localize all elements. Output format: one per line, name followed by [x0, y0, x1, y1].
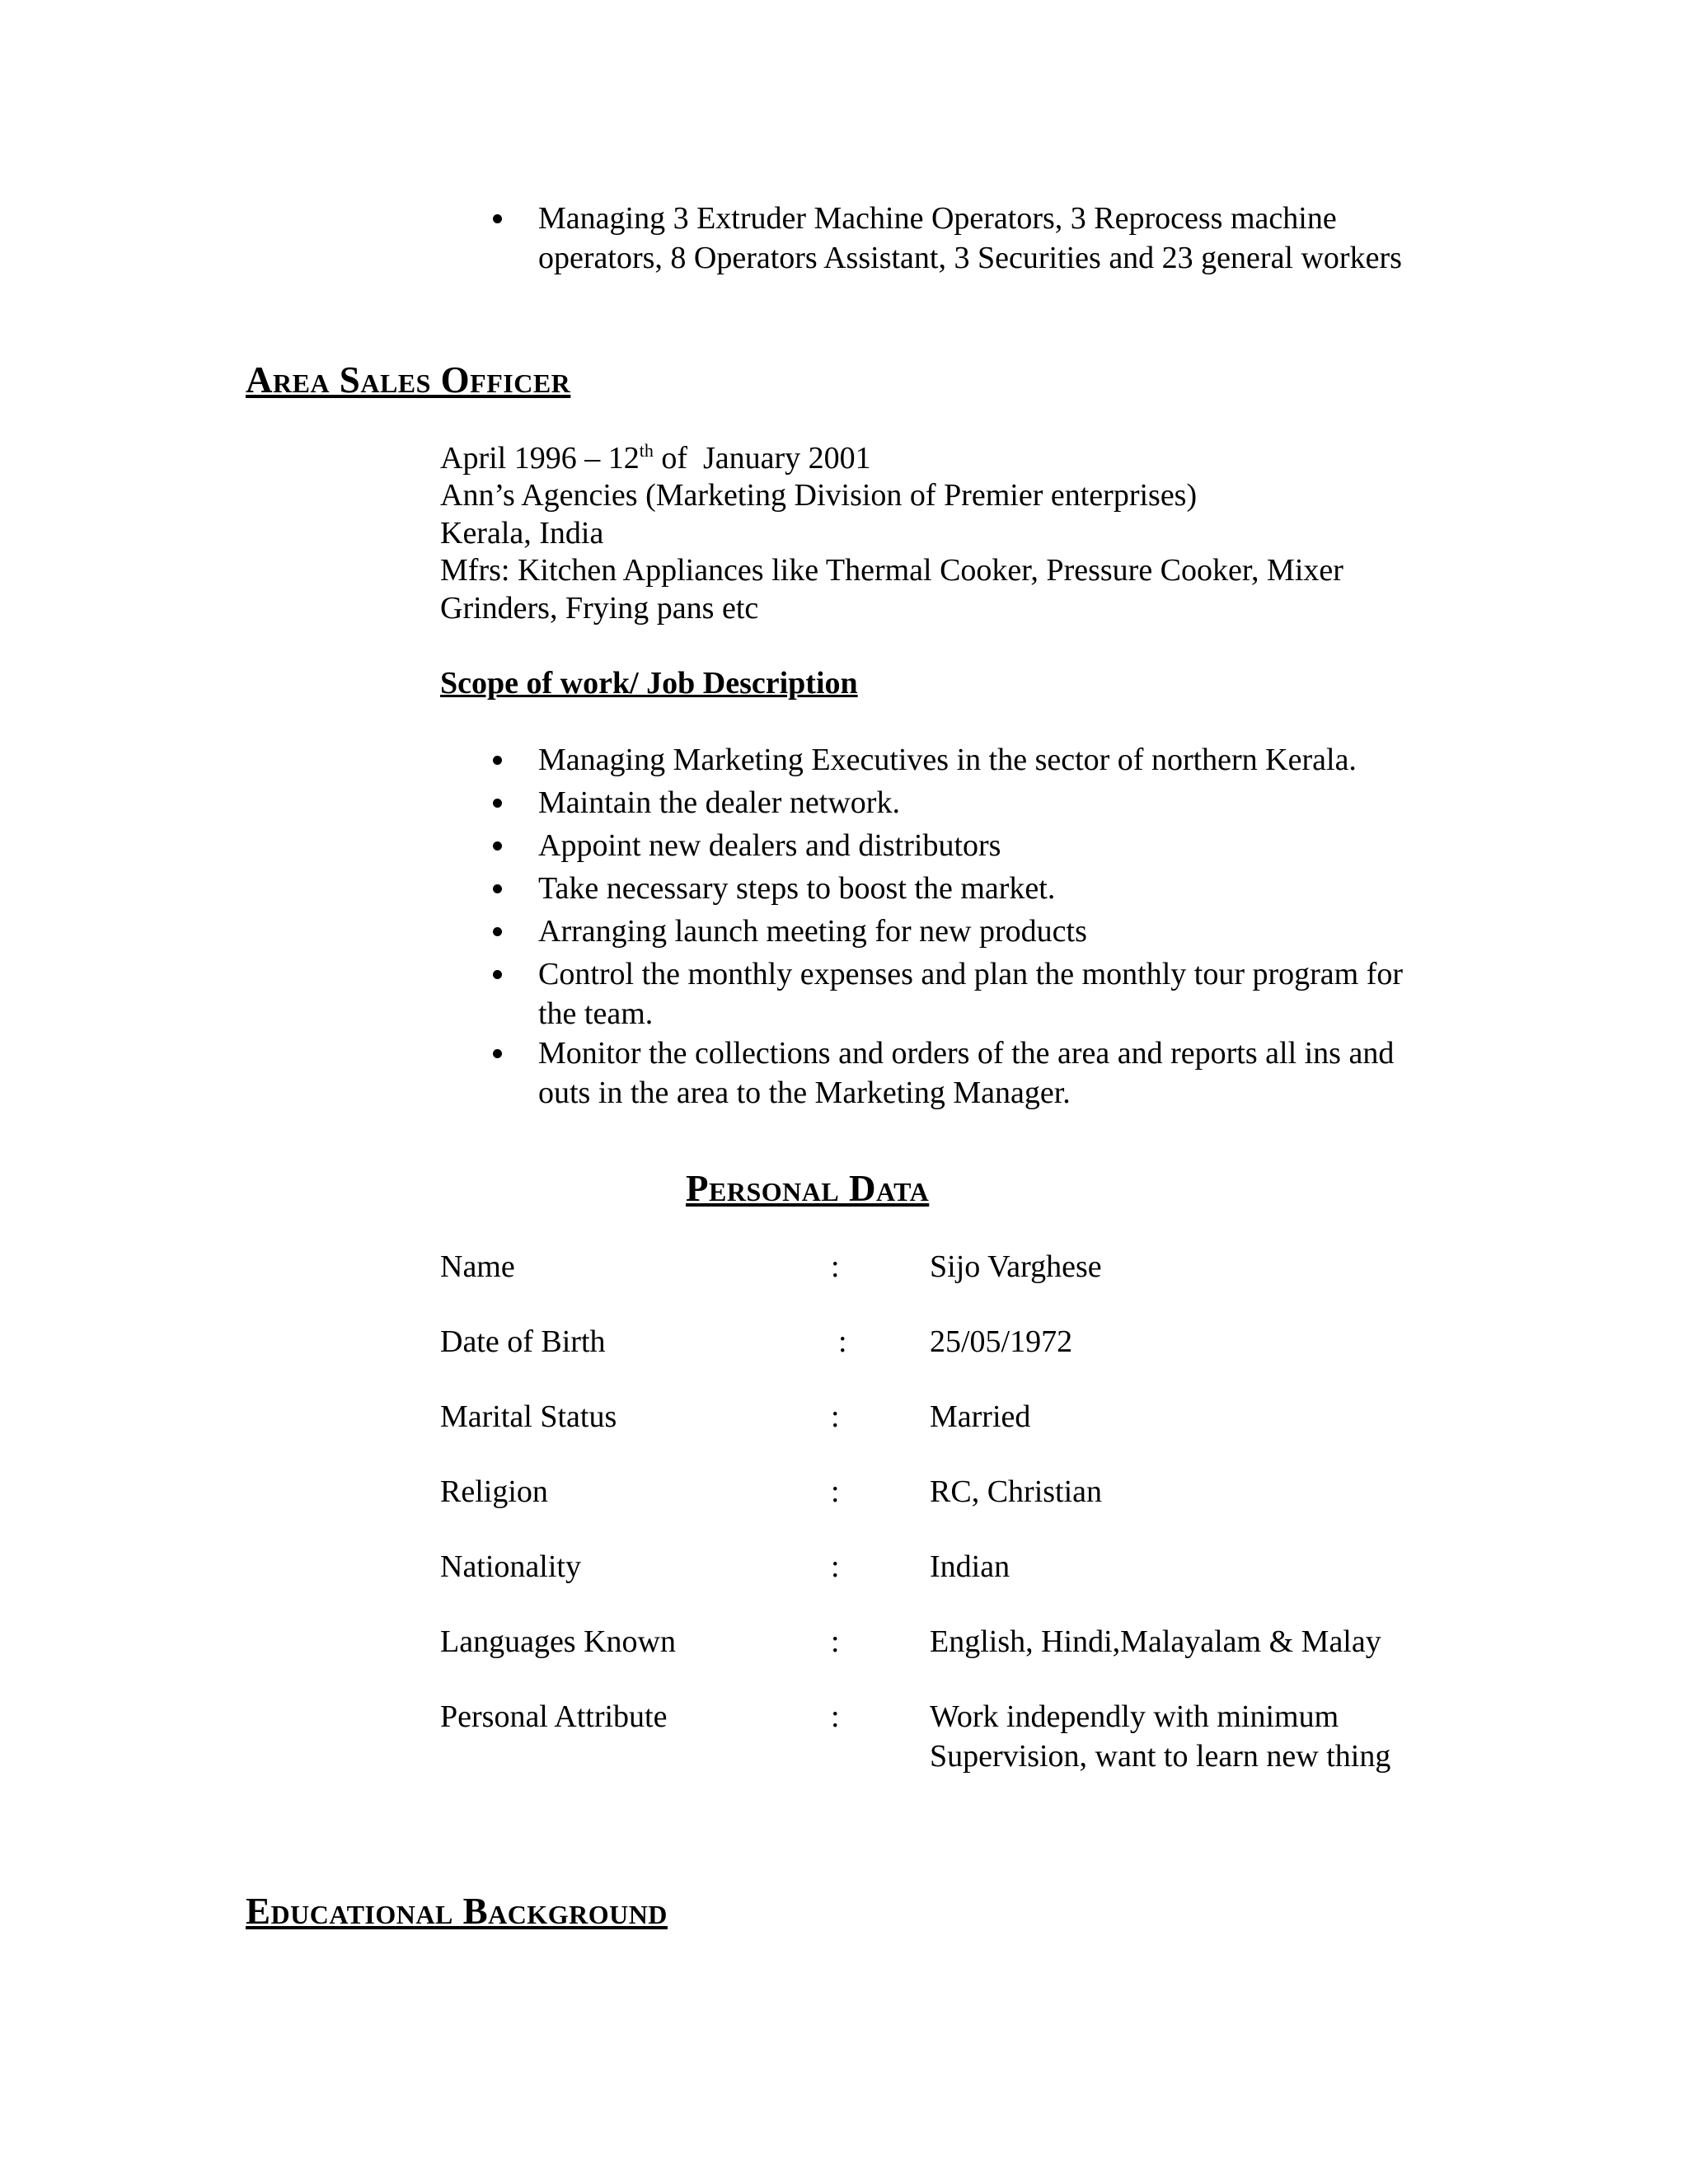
row-value: Married	[930, 1399, 1031, 1434]
bullet-text: Monitor the collections and orders of the area and reports all ins and outs in the area to the Marketing Manager.	[538, 1036, 1395, 1110]
row-value: English, Hindi,Malayalam & Malay	[930, 1624, 1381, 1659]
row-value: Indian	[930, 1549, 1010, 1584]
list-item	[538, 869, 1412, 908]
bullet-text: Appoint new dealers and distributors	[538, 828, 1001, 863]
row-value: Sijo Varghese	[930, 1249, 1102, 1284]
row-label: Date of Birth	[440, 1324, 606, 1359]
row-label: Religion	[440, 1474, 548, 1509]
scope-of-work-heading: Scope of work/ Job Description	[440, 666, 858, 701]
row-colon: :	[831, 1549, 840, 1584]
bullet-text: Arranging launch meeting for new products	[538, 914, 1087, 949]
bullet-icon	[493, 214, 502, 223]
date-suffix: of January 2001	[653, 441, 871, 476]
list-item	[538, 912, 1412, 951]
bullet-text: Control the monthly expenses and plan the monthly tour program for the team.	[538, 957, 1404, 1031]
products-line-2: Grinders, Frying pans etc	[440, 591, 759, 626]
row-colon: :	[831, 1699, 840, 1734]
row-label: Marital Status	[440, 1399, 617, 1434]
bullet-icon	[493, 970, 502, 979]
list-item	[538, 740, 1412, 780]
bullet-icon	[493, 1049, 502, 1058]
row-colon: :	[838, 1324, 847, 1359]
bullet-text: Maintain the dealer network.	[538, 785, 900, 820]
bullet-icon	[493, 884, 502, 893]
bullet-icon	[493, 927, 502, 936]
employment-dates	[440, 438, 871, 478]
educational-background-heading: Educational Background	[246, 1891, 668, 1932]
list-item	[538, 1033, 1412, 1113]
top-bullet-list	[538, 199, 1412, 278]
list-item	[538, 783, 1412, 823]
list-item	[538, 826, 1412, 865]
bullet-text: Managing Marketing Executives in the sector of northern Kerala.	[538, 743, 1357, 777]
list-item	[538, 199, 1412, 278]
row-value: 25/05/1972	[930, 1324, 1073, 1359]
row-colon: :	[831, 1249, 840, 1284]
row-label: Personal Attribute	[440, 1699, 668, 1734]
bullet-icon	[493, 841, 502, 851]
company-location: Kerala, India	[440, 516, 604, 551]
row-label: Languages Known	[440, 1624, 676, 1659]
bullet-icon	[493, 756, 502, 765]
date-ordinal-suffix: th	[639, 440, 654, 461]
bullet-icon	[493, 799, 502, 808]
products-line-1: Mfrs: Kitchen Appliances like Thermal Cooker, Pressure Cooker, Mixer	[440, 553, 1343, 588]
list-item	[538, 954, 1412, 1033]
date-prefix: April 1996 – 12	[440, 441, 640, 476]
row-label: Name	[440, 1249, 515, 1284]
bullet-text: Managing 3 Extruder Machine Operators, 3 Reprocess machine operators, 8 Operators Assistant, 3 Securities and 23 general workers	[538, 201, 1402, 275]
company-name: Ann’s Agencies (Marketing Division of Premier enterprises)	[440, 478, 1198, 513]
row-label: Nationality	[440, 1549, 581, 1584]
job-description-list	[538, 740, 1412, 1113]
row-colon: :	[831, 1624, 840, 1659]
row-colon: :	[831, 1474, 840, 1509]
area-sales-officer-heading: Area Sales Officer	[246, 359, 571, 401]
row-value: Work independly with minimum Supervision, want to learn new thing	[930, 1699, 1391, 1774]
row-colon: :	[831, 1399, 840, 1434]
bullet-text: Take necessary steps to boost the market.	[538, 871, 1056, 906]
personal-data-heading: Personal Data	[686, 1168, 930, 1209]
row-value: RC, Christian	[930, 1474, 1103, 1509]
